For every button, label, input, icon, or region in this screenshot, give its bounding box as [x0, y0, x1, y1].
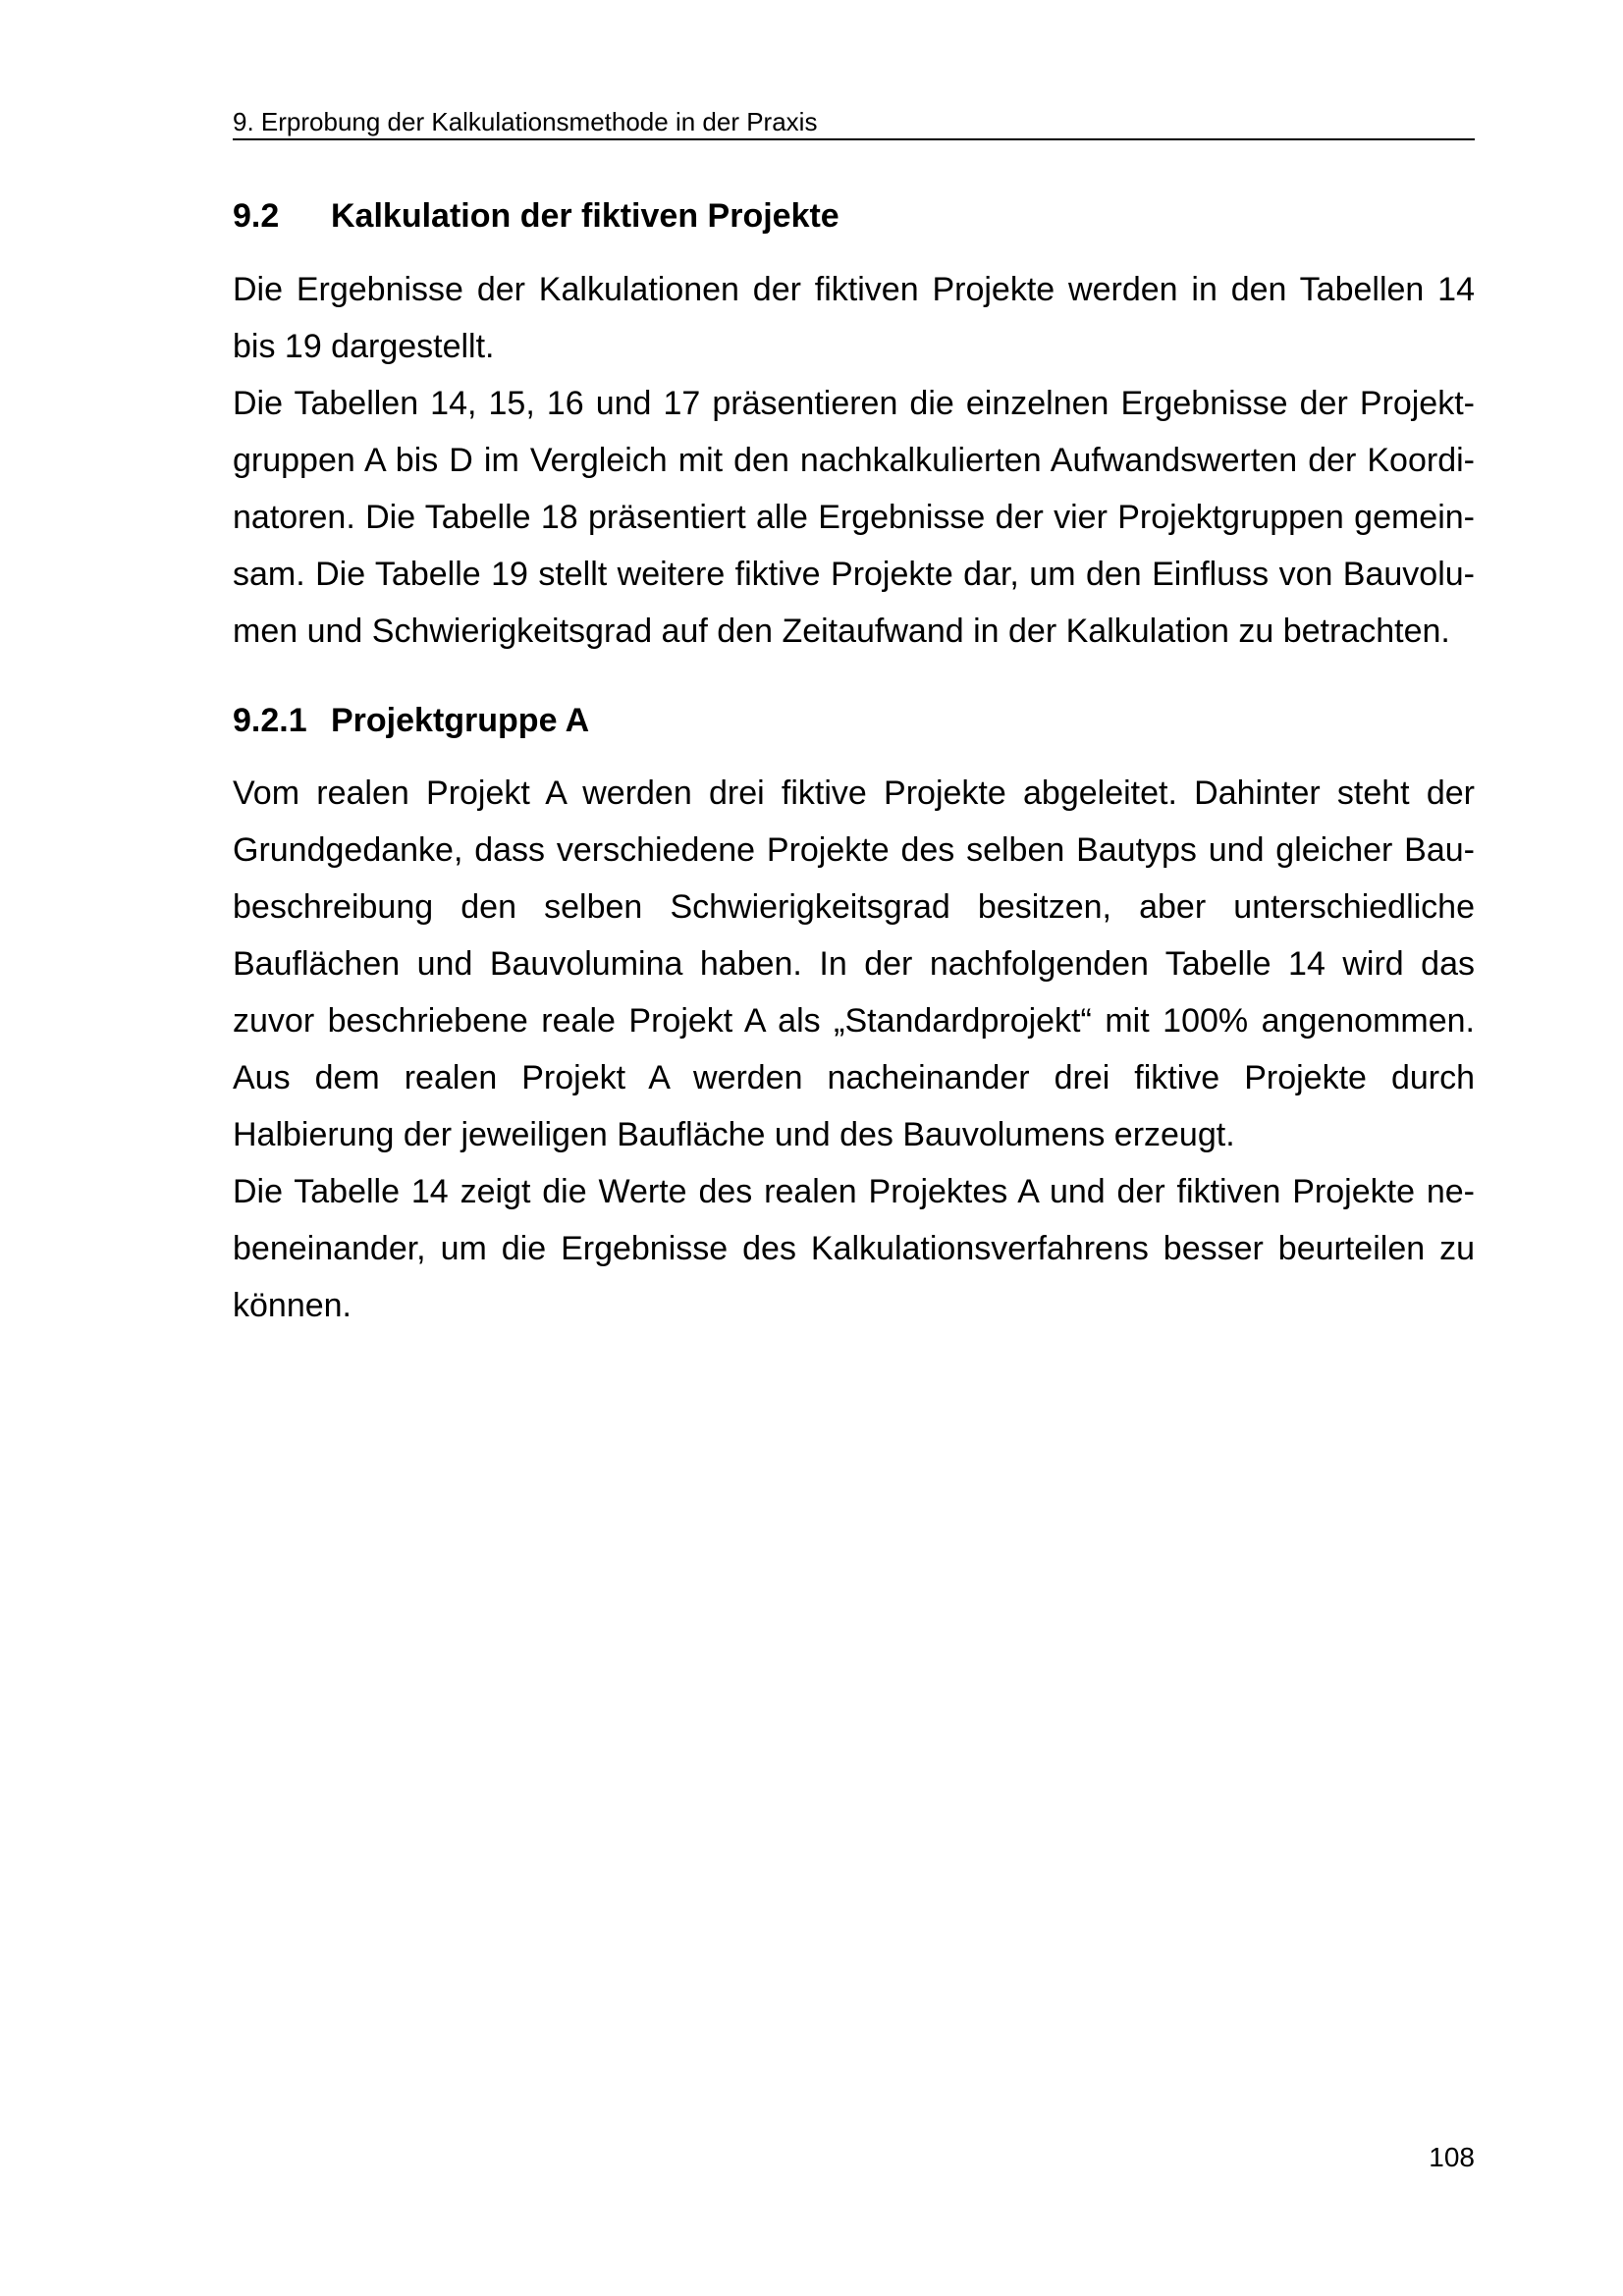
section-title: Kalkulation der fiktiven Projekte: [331, 197, 839, 235]
subsection-number: 9.2.1: [233, 702, 307, 739]
section-number: 9.2: [233, 197, 280, 235]
section-9-2-1-body: [233, 765, 1475, 1334]
section-9-2-body: [233, 261, 1475, 660]
paragraph: Die Tabellen 14, 15, 16 und 17 präsentieren die einzelnen Ergebnisse der Projektgruppen A bis D im Vergleich mit den nachkalkulierten Aufwandswerten der Koordinatoren. Die Tabelle 18 präsentiert alle Ergebnisse der vier Projektgruppen gemeinsam. Die Tabelle 19 stellt weitere fiktive Projekte dar, um den Einfluss von Bauvolumen und Schwierigkeitsgrad auf den Zeitaufwand in der Kalkulation zu betrachten.: [233, 385, 1475, 650]
paragraph: Die Ergebnisse der Kalkulationen der fiktiven Projekte werden in den Tabellen 14 bis 19 dargestellt.: [233, 271, 1475, 365]
paragraph: Vom realen Projekt A werden drei fiktive Projekte abgeleitet. Dahinter steht der Grundgedanke, dass verschiedene Projekte des selben Bautyps und gleicher Baubeschreibung den selben Schwierigkeitsgrad besitzen, aber unterschiedliche Bauflächen und Bauvolumina haben. In der nachfolgenden Tabelle 14 wird das zuvor beschriebene reale Projekt A als „Standardprojekt“ mit 100% angenommen. Aus dem realen Projekt A werden nacheinander drei fiktive Projekte durch Halbierung der jeweiligen Baufläche und des Bauvolumens erzeugt.: [233, 774, 1475, 1153]
subsection-title: Projektgruppe A: [331, 702, 590, 739]
running-header: 9. Erprobung der Kalkulationsmethode in der Praxis: [233, 106, 1475, 140]
paragraph: Die Tabelle 14 zeigt die Werte des realen Projektes A und der fiktiven Projekte nebeneinander, um die Ergebnisse des Kalkulationsverfahrens besser beurteilen zu können.: [233, 1173, 1475, 1324]
section-heading-9-2: [233, 196, 839, 236]
section-heading-9-2-1: [233, 701, 589, 740]
page-number: 108: [1429, 2142, 1475, 2172]
